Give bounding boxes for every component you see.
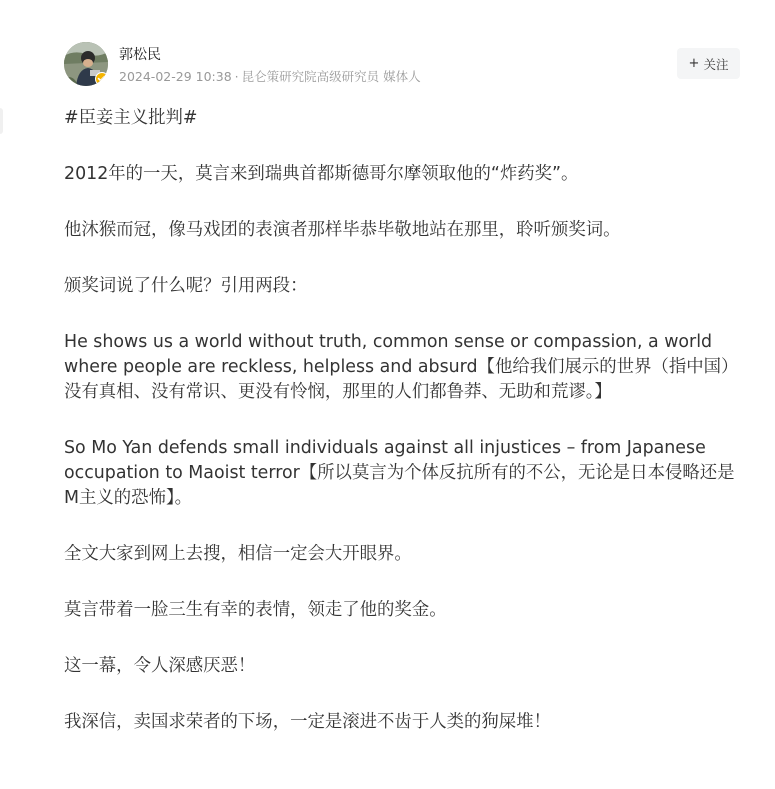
plus-icon: + [688,56,700,71]
paragraph-quote-2: So Mo Yan defends small individuals against all injustices – from Japanese occupation to Maoist terror【所以莫言为个体反抗所有的不公，无论是日本侵略还是M主义的恐怖】。 [64,438,735,508]
paragraph: 莫言带着一脸三生有幸的表情，领走了他的奖金。 [64,600,447,620]
post-timestamp: 2024-02-29 10:38 [119,69,232,84]
follow-button[interactable] [677,48,740,79]
left-edge-tab [0,108,3,134]
paragraph: 颁奖词说了什么呢？引用两段： [64,276,308,296]
paragraph-quote-1: He shows us a world without truth, common sense or compassion, a world where people are reckless, helpless and absurd【他给我们展示的世界（指中国）没有真相、没有常识、更没有怜悯，那里的人们都鲁莽、无助和荒谬。】 [64,332,739,402]
author-name[interactable]: 郭松民 [119,47,161,63]
paragraph: 我深信，卖国求荣者的下场，一定是滚进不齿于人类的狗屎堆！ [64,712,551,732]
post-content [64,106,744,766]
post-header [64,42,740,88]
author-avatar[interactable] [64,42,108,86]
hashtag-topic[interactable]: #臣妾主义批判# [64,108,198,128]
paragraph: 这一幕，令人深感厌恶！ [64,656,256,676]
meta-separator: · [234,69,239,84]
paragraph: 他沐猴而冠，像马戏团的表演者那样毕恭毕敬地站在那里，聆听颁奖词。 [64,220,621,240]
author-title-badge: 昆仑策研究院高级研究员 媒体人 [241,69,421,84]
follow-button-label: 关注 [703,56,729,72]
paragraph: 2012年的一天，莫言来到瑞典首都斯德哥尔摩领取他的“炸药奖”。 [64,164,579,184]
post-meta [119,67,421,85]
verified-badge-icon [95,72,108,86]
paragraph: 全文大家到网上去搜，相信一定会大开眼界。 [64,544,412,564]
